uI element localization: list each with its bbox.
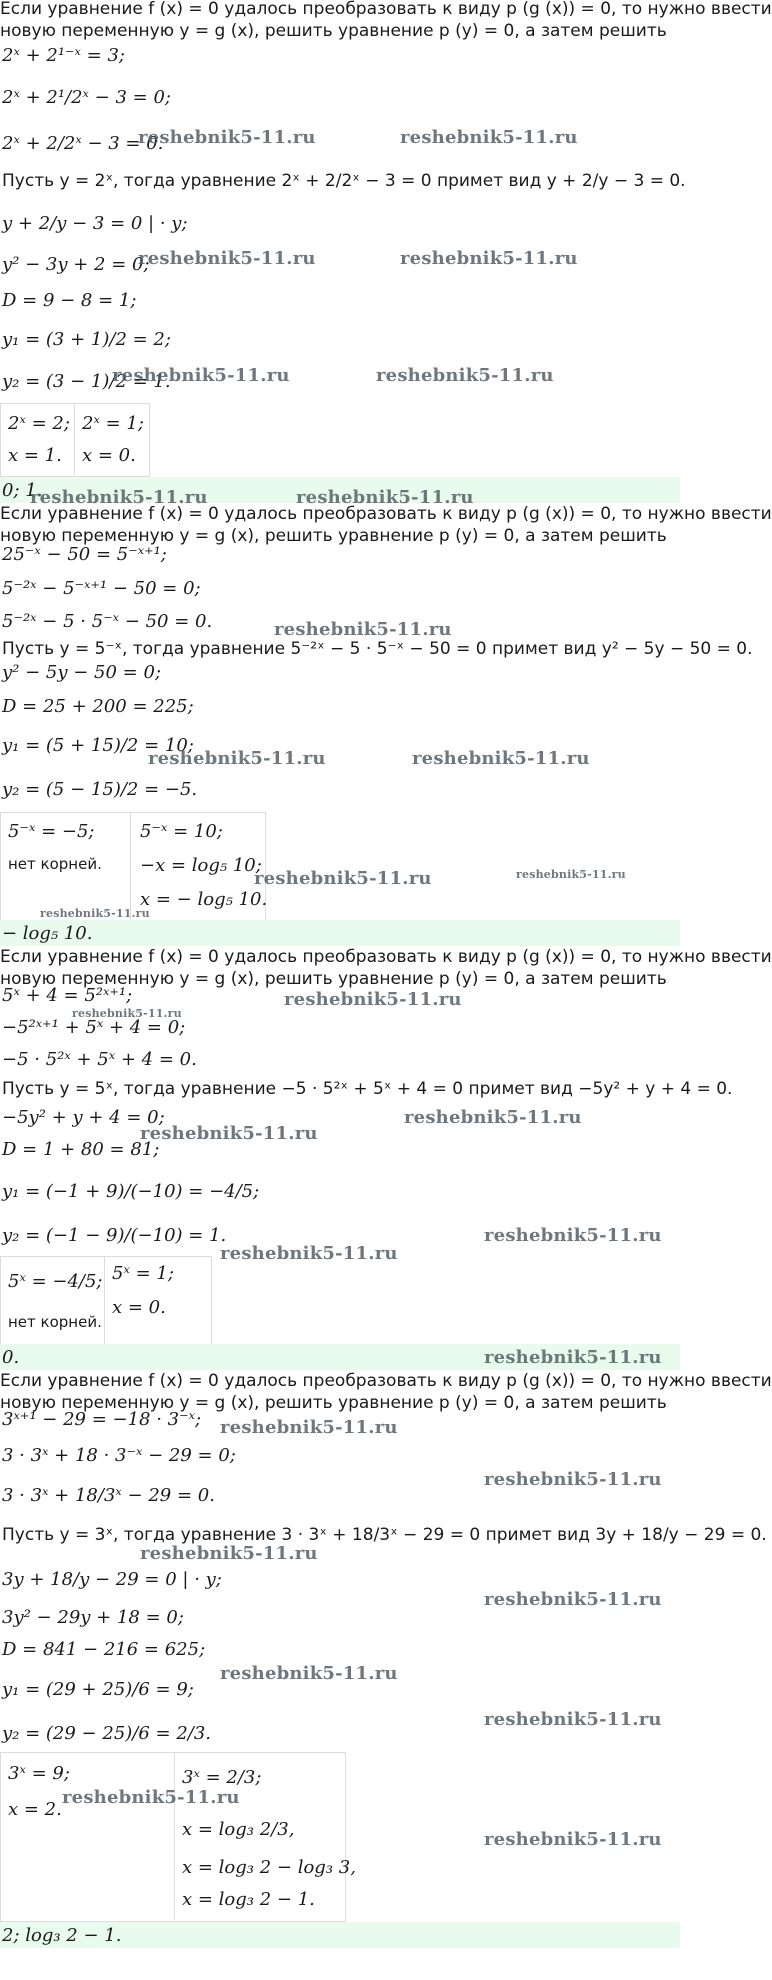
root-line: y₂ = (−1 − 9)/(−10) = 1. [2,1225,227,1246]
intro-line-2: новую переменную y = g (x), решить уравнение p (y) = 0, а затем решить [0,21,667,41]
math-line: y² − 5y − 50 = 0; [2,662,162,683]
watermark: reshebnik5-11.ru [404,1107,582,1128]
root-line: y₁ = (5 + 15)/2 = 10; [2,735,194,756]
intro-line-1: Если уравнение f (x) = 0 удалось преобразовать к виду p (g (x)) = 0, то нужно ввести [0,0,772,19]
case-cell: x = log₃ 2/3, [182,1819,295,1840]
cases-table [0,1256,212,1346]
intro-line-1: Если уравнение f (x) = 0 удалось преобразовать к виду p (g (x)) = 0, то нужно ввести [0,504,772,524]
case-cell: 5⁻ˣ = 10; [140,821,223,842]
watermark: reshebnik5-11.ru [484,1709,662,1730]
watermark: reshebnik5-11.ru [148,748,326,769]
intro-clip [0,21,680,41]
watermark: reshebnik5-11.ru [412,748,590,769]
answer: − log₅ 10. [2,923,93,944]
watermark: reshebnik5-11.ru [296,487,474,508]
watermark: reshebnik5-11.ru [72,1007,182,1020]
math-line: 3 · 3ˣ + 18 · 3⁻ˣ − 29 = 0; [2,1445,236,1466]
case-cell: 3ˣ = 2/3; [182,1767,262,1788]
case-cell: x = 0. [112,1297,166,1318]
math-line: 2ˣ + 2¹⁻ˣ = 3; [2,45,125,66]
cases-divider [174,1752,175,1920]
watermark: reshebnik5-11.ru [484,1829,662,1850]
case-cell: 5ˣ = 1; [112,1263,174,1284]
answer: 0. [2,1347,20,1368]
case-cell: x = − log₅ 10. [140,889,268,910]
case-cell: нет корней. [8,1313,102,1331]
watermark: reshebnik5-11.ru [140,1543,318,1564]
substitution-line: Пусть y = 5⁻ˣ, тогда уравнение 5⁻²ˣ − 5 · 5⁻ˣ − 50 = 0 примет вид y² − 5y − 50 = 0. [2,639,753,659]
watermark: reshebnik5-11.ru [400,248,578,269]
root-line: y₁ = (3 + 1)/2 = 2; [2,329,171,350]
intro-clip [0,1371,772,1391]
watermark: reshebnik5-11.ru [254,868,432,889]
intro-line-2: новую переменную y = g (x), решить уравнение p (y) = 0, а затем решить [0,1393,667,1413]
root-line: y₁ = (−1 + 9)/(−10) = −4/5; [2,1181,260,1202]
root-line: y₁ = (29 + 25)/6 = 9; [2,1679,194,1700]
discriminant-line: D = 9 − 8 = 1; [2,290,137,311]
math-line: 3y + 18/y − 29 = 0 | · y; [2,1569,222,1590]
intro-clip [0,504,772,524]
answer: 2; log₃ 2 − 1. [2,1925,122,1946]
case-cell: x = 2. [8,1799,62,1820]
watermark: reshebnik5-11.ru [40,907,150,920]
watermark: reshebnik5-11.ru [274,619,452,640]
watermark: reshebnik5-11.ru [484,1347,662,1368]
case-cell: 5ˣ = −4/5; [8,1271,103,1292]
math-line: 5⁻²ˣ − 5 · 5⁻ˣ − 50 = 0. [2,611,213,632]
intro-line-1: Если уравнение f (x) = 0 удалось преобразовать к виду p (g (x)) = 0, то нужно ввести [0,947,772,967]
watermark: reshebnik5-11.ru [220,1243,398,1264]
math-line: y + 2/y − 3 = 0 | · y; [2,213,188,234]
math-line: −5y² + y + 4 = 0; [2,1107,165,1128]
cases-divider [130,812,131,920]
discriminant-line: D = 25 + 200 = 225; [2,696,194,717]
intro-line-1: Если уравнение f (x) = 0 удалось преобразовать к виду p (g (x)) = 0, то нужно ввести [0,1371,772,1391]
watermark: reshebnik5-11.ru [220,1417,398,1438]
math-line: 2ˣ + 2¹/2ˣ − 3 = 0; [2,87,171,108]
intro-clip [0,0,772,19]
answer: 0; 1. [2,480,43,501]
case-cell: 5⁻ˣ = −5; [8,821,95,842]
math-line: 2ˣ + 2/2ˣ − 3 = 0. [2,133,164,154]
watermark: reshebnik5-11.ru [138,248,316,269]
case-cell: −x = log₅ 10; [140,855,262,876]
math-line: y² − 3y + 2 = 0; [2,254,150,275]
case-cell: 2ˣ = 1; [82,413,144,434]
math-line: 3 · 3ˣ + 18/3ˣ − 29 = 0. [2,1485,215,1506]
math-line: 3y² − 29y + 18 = 0; [2,1607,184,1628]
watermark: reshebnik5-11.ru [138,127,316,148]
intro-clip [0,969,680,989]
watermark: reshebnik5-11.ru [516,868,626,881]
watermark: reshebnik5-11.ru [400,127,578,148]
substitution-line: Пусть y = 5ˣ, тогда уравнение −5 · 5²ˣ + 5ˣ + 4 = 0 примет вид −5y² + y + 4 = 0. [2,1079,733,1099]
math-line: 5⁻²ˣ − 5⁻ˣ⁺¹ − 50 = 0; [2,578,201,599]
math-line: −5²ˣ⁺¹ + 5ˣ + 4 = 0; [2,1017,186,1038]
watermark: reshebnik5-11.ru [284,989,462,1010]
watermark: reshebnik5-11.ru [220,1663,398,1684]
cases-divider [74,403,75,475]
case-cell: x = log₃ 2 − log₃ 3, [182,1857,356,1878]
case-cell: x = log₃ 2 − 1. [182,1889,315,1910]
root-line: y₂ = (29 − 25)/6 = 2/3. [2,1723,212,1744]
math-line: −5 · 5²ˣ + 5ˣ + 4 = 0. [2,1049,197,1070]
substitution-line: Пусть y = 3ˣ, тогда уравнение 3 · 3ˣ + 18/3ˣ − 29 = 0 примет вид 3y + 18/y − 29 = 0. [2,1525,767,1545]
watermark: reshebnik5-11.ru [140,1123,318,1144]
discriminant-line: D = 841 − 216 = 625; [2,1639,206,1660]
watermark: reshebnik5-11.ru [112,365,290,386]
watermark: reshebnik5-11.ru [484,1469,662,1490]
cases-divider [104,1256,105,1344]
math-line: 25⁻ˣ − 50 = 5⁻ˣ⁺¹; [2,544,167,565]
root-line: y₂ = (5 − 15)/2 = −5. [2,779,198,800]
answer-bar [0,920,680,946]
intro-clip [0,1393,680,1413]
watermark: reshebnik5-11.ru [30,487,208,508]
watermark: reshebnik5-11.ru [376,365,554,386]
case-cell: 2ˣ = 2; [8,413,70,434]
intro-clip [0,526,680,546]
watermark: reshebnik5-11.ru [484,1225,662,1246]
math-line: 5ˣ + 4 = 5²ˣ⁺¹; [2,985,133,1006]
case-cell: x = 1. [8,445,62,466]
intro-line-2: новую переменную y = g (x), решить уравнение p (y) = 0, а затем решить [0,969,667,989]
watermark: reshebnik5-11.ru [484,1589,662,1610]
discriminant-line: D = 1 + 80 = 81; [2,1139,160,1160]
case-cell: нет корней. [8,855,102,873]
math-line: 3ˣ⁺¹ − 29 = −18 · 3⁻ˣ; [2,1409,202,1430]
case-cell: x = 0. [82,445,136,466]
substitution-line: Пусть y = 2ˣ, тогда уравнение 2ˣ + 2/2ˣ − 3 = 0 примет вид y + 2/y − 3 = 0. [2,171,686,191]
intro-clip [0,947,772,967]
watermark: reshebnik5-11.ru [62,1787,240,1808]
case-cell: 3ˣ = 9; [8,1763,70,1784]
root-line: y₂ = (3 − 1)/2 = 1. [2,371,171,392]
intro-line-2: новую переменную y = g (x), решить уравнение p (y) = 0, а затем решить [0,526,667,546]
